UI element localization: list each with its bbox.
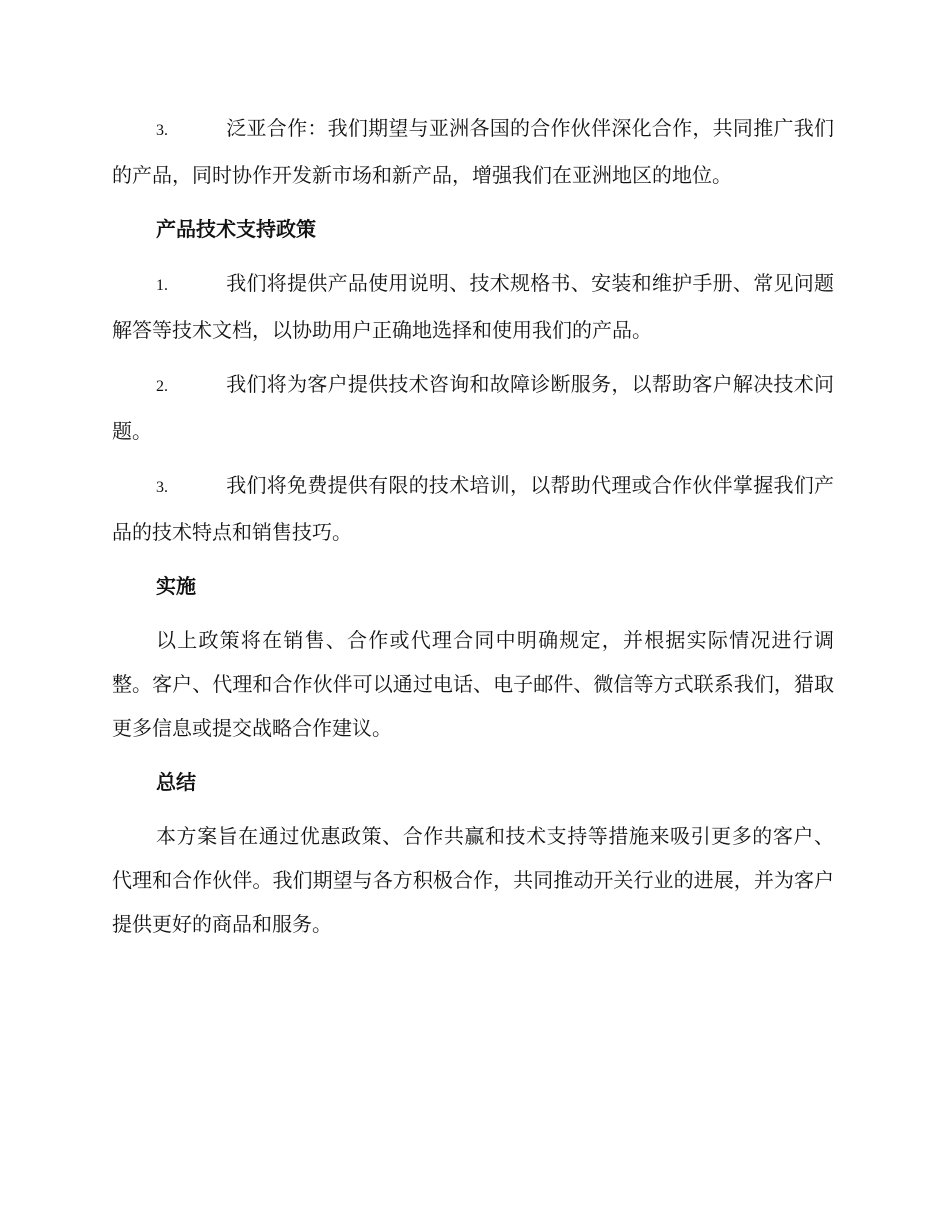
section-heading-tech-support: 产品技术支持政策 <box>156 217 316 241</box>
section-heading-implementation: 实施 <box>156 574 196 598</box>
paragraph-implementation: 以上政策将在销售、合作或代理合同中明确规定，并根据实际情况进行调整。客户、代理和合作伙伴可以通过电话、电子邮件、微信等方式联系我们，猎取更多信息或提交战略合作建议。 <box>112 628 834 740</box>
paragraph-summary: 本方案旨在通过优惠政策、合作共赢和技术支持等措施来吸引更多的客户、代理和合作伙伴。我们期望与各方积极合作，共同推动开关行业的进展，并为客户提供更好的商品和服务。 <box>112 824 834 936</box>
list-item-text: 我们将免费提供有限的技术培训，以帮助代理或合作伙伴掌握我们产品的技术特点和销售技巧。 <box>112 473 834 544</box>
list-item-pan-asia <box>112 106 834 197</box>
list-item-tech-consult <box>112 362 834 453</box>
list-item-tech-docs <box>112 261 834 352</box>
section-heading-summary: 总结 <box>156 770 196 794</box>
list-item-text: 泛亚合作：我们期望与亚洲各国的合作伙伴深化合作，共同推广我们的产品，同时协作开发新市场和新产品，增强我们在亚洲地区的地位。 <box>112 116 834 187</box>
list-number: 3. <box>156 479 168 496</box>
list-number: 1. <box>156 277 168 294</box>
document-body <box>112 106 834 956</box>
list-item-text: 我们将提供产品使用说明、技术规格书、安装和维护手册、常见问题解答等技术文档，以协助用户正确地选择和使用我们的产品。 <box>112 271 834 342</box>
list-item-text: 我们将为客户提供技术咨询和故障诊断服务，以帮助客户解决技术问题。 <box>112 372 834 443</box>
list-number: 3. <box>156 122 168 139</box>
list-number: 2. <box>156 378 168 395</box>
list-item-tech-training <box>112 463 834 554</box>
